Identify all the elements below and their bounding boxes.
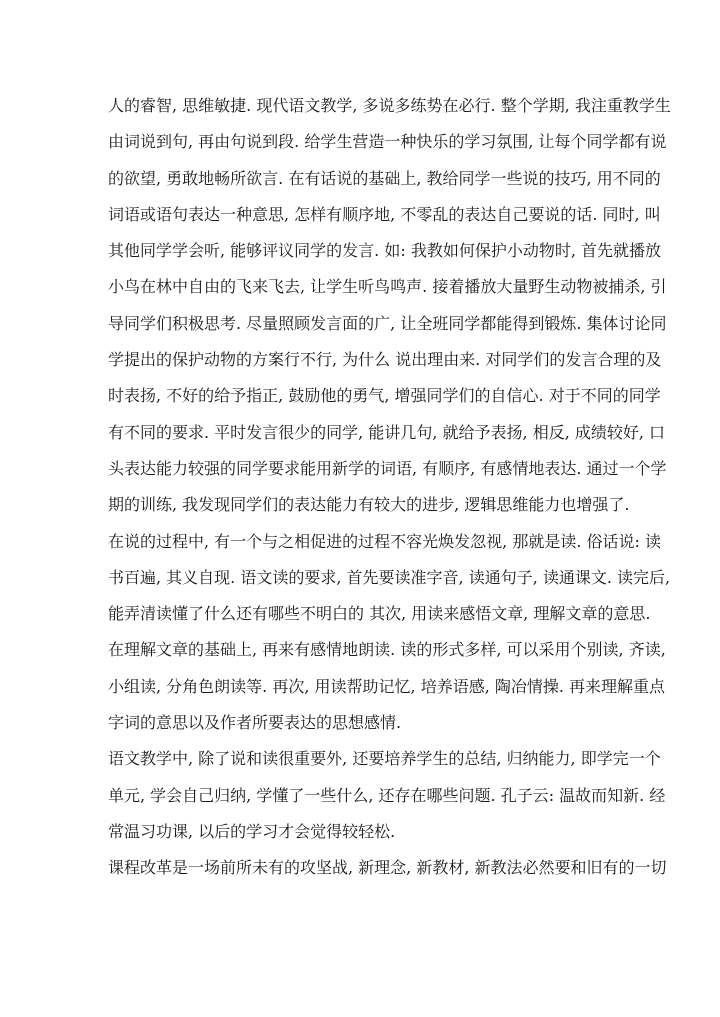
paragraph-speaking-practice [108,88,671,524]
document-body [108,88,671,887]
text-line: 小组读, 分角色朗读等. 再次, 用读帮助记忆, 培养语感, 陶冶情操. 再来理解重点 [108,676,666,696]
paragraph-summarizing [108,741,666,850]
text-line: 其他同学学会听, 能够评议同学的发言. 如: 我教如何保护小动物时, 首先就播放 [108,241,661,261]
text-line: 有不同的要求. 平时发言很少的同学, 能讲几句, 就给予表扬, 相反, 成绩较好, 口 [108,422,666,442]
paragraph-curriculum-reform [108,850,667,886]
text-line: 由词说到句, 再由句说到段. 给学生营造一种快乐的学习氛围, 让每个同学都有说 [108,132,667,152]
paragraph-reading-practice [108,524,671,742]
text-line: 学提出的保护动物的方案行不行, 为什么 说出理由来. 对同学们的发言合理的及 [108,350,662,370]
text-line: 语文教学中, 除了说和读很重要外, 还要培养学生的总结, 归纳能力, 即学完一个 [108,749,661,769]
text-line: 期的训练, 我发现同学们的表达能力有较大的进步, 逻辑思维能力也增强了. [108,495,630,515]
text-line: 时表扬, 不好的给予指正, 鼓励他的勇气, 增强同学们的自信心. 对于不同的同学 [108,386,661,406]
text-line: 在理解文章的基础上, 再来有感情地朗读. 读的形式多样, 可以采用个别读, 齐读, [108,640,666,660]
text-line: 导同学们积极思考. 尽量照顾发言面的广, 让全班同学都能得到锻炼. 集体讨论同 [108,313,667,333]
text-line: 头表达能力较强的同学要求能用新学的词语, 有顺序, 有感情地表达. 通过一个学 [108,458,667,478]
text-line: 常温习功课, 以后的学习才会觉得较轻松. [108,821,396,841]
text-line: 在说的过程中, 有一个与之相促进的过程不容光焕发忽视, 那就是读. 俗话说: 读 [108,531,661,551]
text-line: 的欲望, 勇敢地畅所欲言. 在有话说的基础上, 教给同学一些说的技巧, 用不同的 [108,168,661,188]
text-line: 能弄清读懂了什么还有哪些不明白的 其次, 用读来感悟文章, 理解文章的意思. [108,604,651,624]
text-line: 人的睿智, 思维敏捷. 现代语文教学, 多说多练势在必行. 整个学期, 我注重教学生 [108,96,671,115]
text-line: 词语或语句表达一种意思, 怎样有顺序地, 不零乱的表达自己要说的话. 同时, 叫 [108,204,661,224]
text-line: 字词的意思以及作者所要表达的思想感情. [108,713,402,733]
text-line: 书百遍, 其义自现. 语文读的要求, 首先要读准字音, 读通句子, 读通课文. 读完后, [108,567,671,587]
text-line: 单元, 学会自己归纳, 学懂了一些什么, 还存在哪些问题. 孔子云: 温故而知新. 经 [108,785,666,805]
text-line: 小鸟在林中自由的飞来飞去, 让学生听鸟鸣声. 接着播放大量野生动物被捕杀, 引 [108,277,667,297]
text-line: 课程改革是一场前所未有的攻坚战, 新理念, 新教材, 新教法必然要和旧有的一切 [108,858,667,878]
